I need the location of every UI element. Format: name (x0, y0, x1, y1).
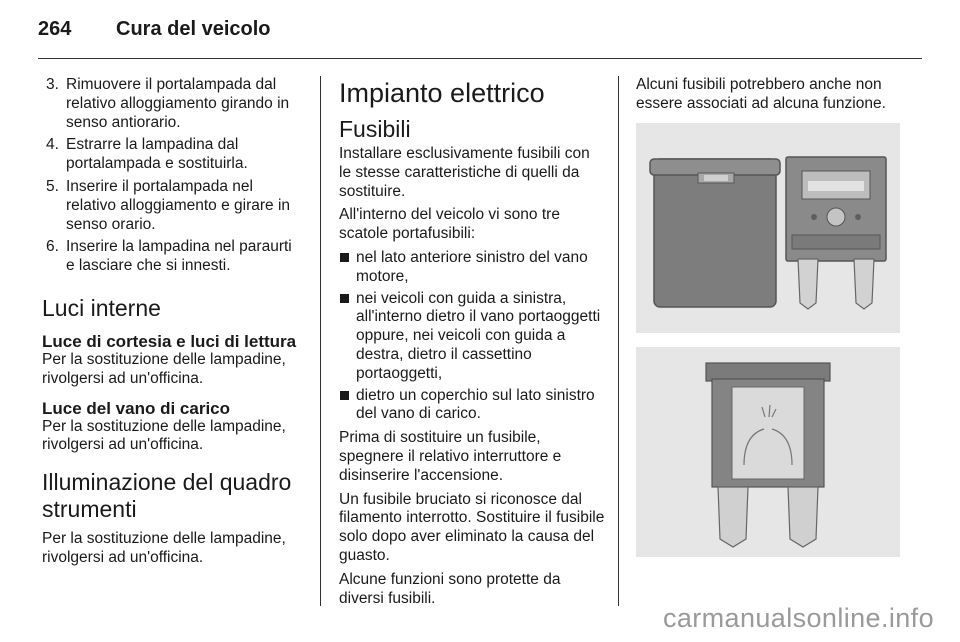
column-divider-2 (618, 76, 619, 606)
subsection-text-vano-carico: Per la sostituzione delle lampadine, rivolgersi ad un'officina. (42, 417, 286, 454)
bullet-icon (340, 294, 349, 303)
column-divider-1 (320, 76, 321, 606)
column-right (636, 76, 902, 119)
section-title-luci-interne: Luci interne (42, 294, 161, 321)
paragraph-5: Alcune funzioni sono protette da diversi fusibili. (339, 570, 561, 607)
column-left (42, 76, 304, 573)
list-item: dietro un coperchio sul lato sinistro del vano di carico. (339, 387, 605, 425)
column-middle (339, 76, 605, 613)
blown-fuse-icon (636, 347, 900, 557)
paragraph-1: Installare esclusivamente fusibili con le stesse caratteristiche di quelli da sostituire. (339, 145, 590, 200)
page-header (38, 18, 271, 41)
section-title-quadro-strumenti: Illuminazione del quadro strumenti (42, 469, 292, 523)
step-5: 5. Inserire il portalampada nel relativo alloggiamento e girare in senso orario. (46, 177, 291, 233)
subsection-title-vano-carico: Luce del vano di carico (42, 398, 231, 418)
step-4: 4. Estrarre la lampadina dal portalampada e sostituirla. (46, 136, 248, 173)
header-divider (38, 58, 922, 59)
paragraph-4: Un fusibile bruciato si riconosce dal filamento interrotto. Sostituire il fusibile solo dopo aver eliminato la causa del guasto. (339, 490, 605, 564)
step-6: 6. Inserire la lampadina nel paraurti e lasciare che si innesti. (46, 238, 292, 275)
paragraph-2: All'interno del veicolo vi sono tre scatole portafusibili: (339, 206, 560, 243)
paragraph-right: Alcuni fusibili potrebbero anche non essere associati ad alcuna funzione. (636, 76, 886, 112)
instruction-steps (42, 76, 304, 276)
step-3: 3. Rimuovere il portalampada dal relativo alloggiamento girando in senso antiorario. (46, 76, 290, 131)
subsection-title-fusibili: Fusibili (339, 116, 411, 142)
page-number: 264 (38, 18, 72, 40)
subsection-text-cortesia: Per la sostituzione delle lampadine, rivolgersi ad un'officina. (42, 350, 286, 387)
bullet-icon (340, 253, 349, 262)
fuse-illustration-bottom (636, 347, 900, 557)
list-item: nei veicoli con guida a sinistra, all'interno dietro il vano portaoggetti oppure, nei veicoli con guida a destra, dietro il cassettino portaoggetti, (339, 290, 605, 384)
chapter-title: Cura del veicolo (116, 18, 271, 40)
watermark: carmanualsonline.info (662, 603, 934, 633)
list-item: nel lato anteriore sinistro del vano motore, (339, 249, 605, 287)
bullet-icon (340, 391, 349, 400)
fuse-illustration-top (636, 123, 900, 333)
fuse-types-icon (636, 123, 900, 333)
subsection-title-cortesia: Luce di cortesia e luci di lettura (42, 331, 297, 351)
fusebox-list (339, 249, 605, 424)
section-text-quadro-strumenti: Per la sostituzione delle lampadine, rivolgersi ad un'officina. (42, 530, 286, 566)
paragraph-3: Prima di sostituire un fusibile, spegnere il relativo interruttore e disinserire l'accensione. (339, 429, 562, 484)
chapter-section-title: Impianto elettrico (339, 78, 545, 108)
